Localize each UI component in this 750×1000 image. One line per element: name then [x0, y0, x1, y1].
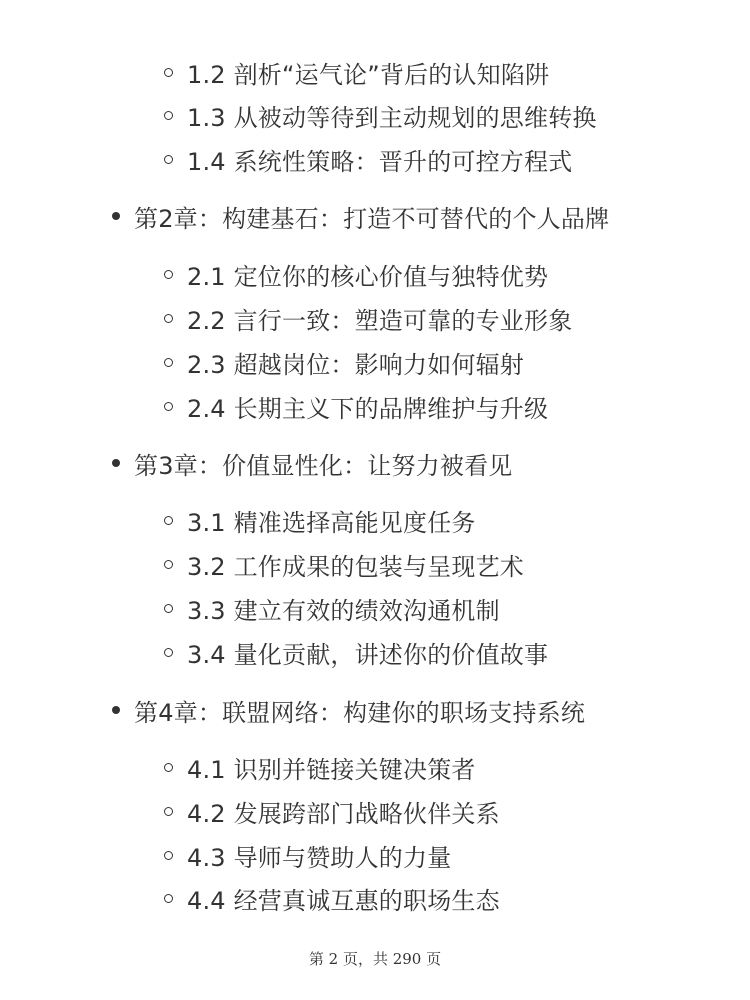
toc-subitem-label: 3.2 工作成果的包装与呈现艺术: [187, 552, 524, 581]
toc-subitem: [164, 542, 524, 586]
toc-subitem: [164, 876, 500, 920]
toc-subitem-label: 1.4 系统性策略：晋升的可控方程式: [187, 147, 573, 176]
circle-bullet-icon: [164, 314, 173, 323]
circle-bullet-icon: [164, 111, 173, 120]
disc-bullet-icon: [112, 459, 120, 467]
toc-subitem-label: 4.3 导师与赞助人的力量: [187, 843, 452, 872]
circle-bullet-icon: [164, 560, 173, 569]
toc-subitem-label: 1.3 从被动等待到主动规划的思维转换: [187, 103, 597, 132]
toc-subitem-label: 3.1 精准选择高能见度任务: [187, 508, 476, 537]
disc-bullet-icon: [112, 706, 120, 714]
circle-bullet-icon: [164, 604, 173, 613]
toc-subitem: [164, 296, 572, 340]
toc-subitem: [164, 745, 476, 789]
toc-subitem: [164, 833, 451, 877]
toc-subitem: [164, 137, 572, 181]
toc-chapter-label: 第4章：联盟网络：构建你的职场支持系统: [134, 698, 586, 727]
toc-subitem-label: 2.1 定位你的核心价值与独特优势: [187, 262, 549, 291]
circle-bullet-icon: [164, 807, 173, 816]
circle-bullet-icon: [164, 270, 173, 279]
toc-subitem: [164, 498, 476, 542]
toc-chapter-label: 第2章：构建基石：打造不可替代的个人品牌: [134, 204, 610, 233]
toc-chapter: [112, 688, 585, 732]
circle-bullet-icon: [164, 648, 173, 657]
toc-subitem-label: 2.4 长期主义下的品牌维护与升级: [187, 394, 549, 423]
page-number-footer: 第 2 页，共 290 页: [308, 950, 442, 968]
circle-bullet-icon: [164, 851, 173, 860]
toc-subitem: [164, 586, 500, 630]
toc-subitem-label: 2.2 言行一致：塑造可靠的专业形象: [187, 306, 573, 335]
toc-subitem-label: 3.4 量化贡献，讲述你的价值故事: [187, 640, 549, 669]
toc-subitem-label: 3.3 建立有效的绩效沟通机制: [187, 596, 500, 625]
circle-bullet-icon: [164, 155, 173, 164]
toc-subitem: [164, 630, 548, 674]
circle-bullet-icon: [164, 68, 173, 77]
circle-bullet-icon: [164, 402, 173, 411]
toc-subitem: [164, 340, 524, 384]
circle-bullet-icon: [164, 894, 173, 903]
disc-bullet-icon: [112, 212, 120, 220]
toc-chapter: [112, 441, 512, 485]
toc-chapter: [112, 194, 609, 238]
toc-subitem-label: 1.2 剖析“运气论”背后的认知陷阱: [187, 60, 550, 89]
toc-subitem: [164, 93, 597, 137]
toc-subitem-label: 4.4 经营真诚互惠的职场生态: [187, 886, 500, 915]
toc-chapter-label: 第3章：价值显性化：让努力被看见: [134, 451, 513, 480]
toc-subitem: [164, 384, 548, 428]
circle-bullet-icon: [164, 358, 173, 367]
toc-subitem: [164, 789, 500, 833]
circle-bullet-icon: [164, 763, 173, 772]
toc-subitem: [164, 252, 548, 296]
toc-subitem-label: 4.2 发展跨部门战略伙伴关系: [187, 799, 500, 828]
toc-subitem-label: 2.3 超越岗位：影响力如何辐射: [187, 350, 524, 379]
toc-subitem-label: 4.1 识别并链接关键决策者: [187, 755, 476, 784]
toc-subitem: [164, 50, 549, 94]
circle-bullet-icon: [164, 516, 173, 525]
